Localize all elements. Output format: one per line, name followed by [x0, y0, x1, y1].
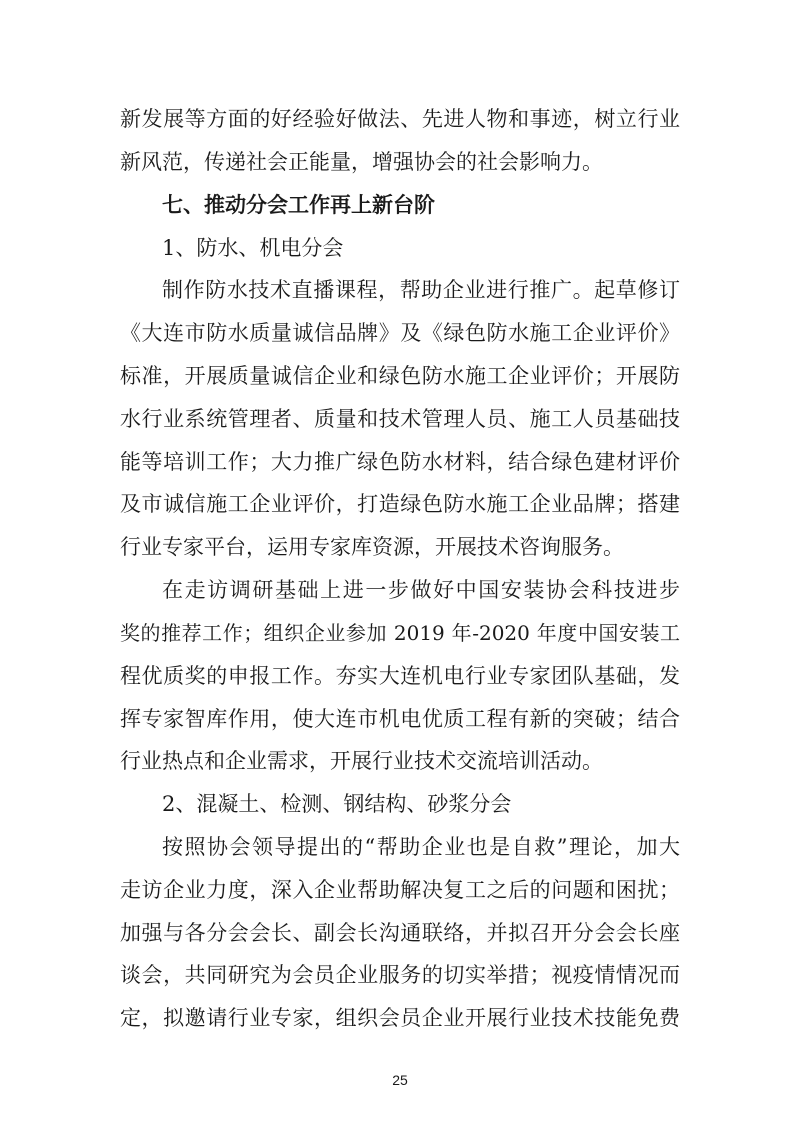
text-line: 在走访调研基础上进一步做好中国安装协会科技进步 [162, 578, 680, 602]
text-line: 新发展等方面的好经验好做法、先进人物和事迹，树立行业 [120, 107, 680, 131]
page-number: 25 [392, 1072, 408, 1088]
text-line: 及市诚信施工企业评价，打造绿色防水施工企业品牌；搭建 [120, 492, 680, 517]
text-line: 水行业系统管理者、质量和技术管理人员、施工人员基础技 [120, 406, 680, 431]
text-line: 谈会，共同研究为会员企业服务的切实举措；视疫情情况而 [120, 963, 680, 988]
text-line: 行业专家平台，运用专家库资源，开展技术咨询服务。 [120, 535, 624, 560]
text-line: 新风范，传递社会正能量，增强协会的社会影响力。 [120, 149, 603, 174]
text-line: 加强与各分会会长、副会长沟通联络，并拟召开分会会长座 [120, 920, 680, 945]
text-line: 《大连市防水质量诚信品牌》及《绿色防水施工企业评价》 [120, 321, 680, 346]
text-line: 定，拟邀请行业专家，组织会员企业开展行业技术技能免费 [120, 1006, 680, 1031]
subsection-heading: 1、防水、机电分会 [162, 235, 344, 260]
text-line: 挥专家智库作用，使大连市机电优质工程有新的突破；结合 [120, 706, 680, 731]
section-heading: 七、推动分会工作再上新台阶 [162, 192, 435, 217]
text-line: 程优质奖的申报工作。夯实大连机电行业专家团队基础，发 [120, 663, 680, 688]
text-line: 标准，开展质量诚信企业和绿色防水施工企业评价；开展防 [120, 363, 680, 388]
text-line: 行业热点和企业需求，开展行业技术交流培训活动。 [120, 749, 603, 774]
text-line: 按照协会领导提出的“帮助企业也是自救”理论，加大 [162, 834, 680, 859]
subsection-heading: 2、混凝土、检测、钢结构、砂浆分会 [162, 792, 512, 817]
text-line: 制作防水技术直播课程，帮助企业进行推广。起草修订 [162, 278, 680, 303]
text-line: 走访企业力度，深入企业帮助解决复工之后的问题和困扰； [120, 877, 680, 902]
text-line: 奖的推荐工作；组织企业参加 2019 年-2020 年度中国安装工 [120, 620, 680, 645]
text-line: 能等培训工作；大力推广绿色防水材料，结合绿色建材评价 [120, 449, 680, 474]
